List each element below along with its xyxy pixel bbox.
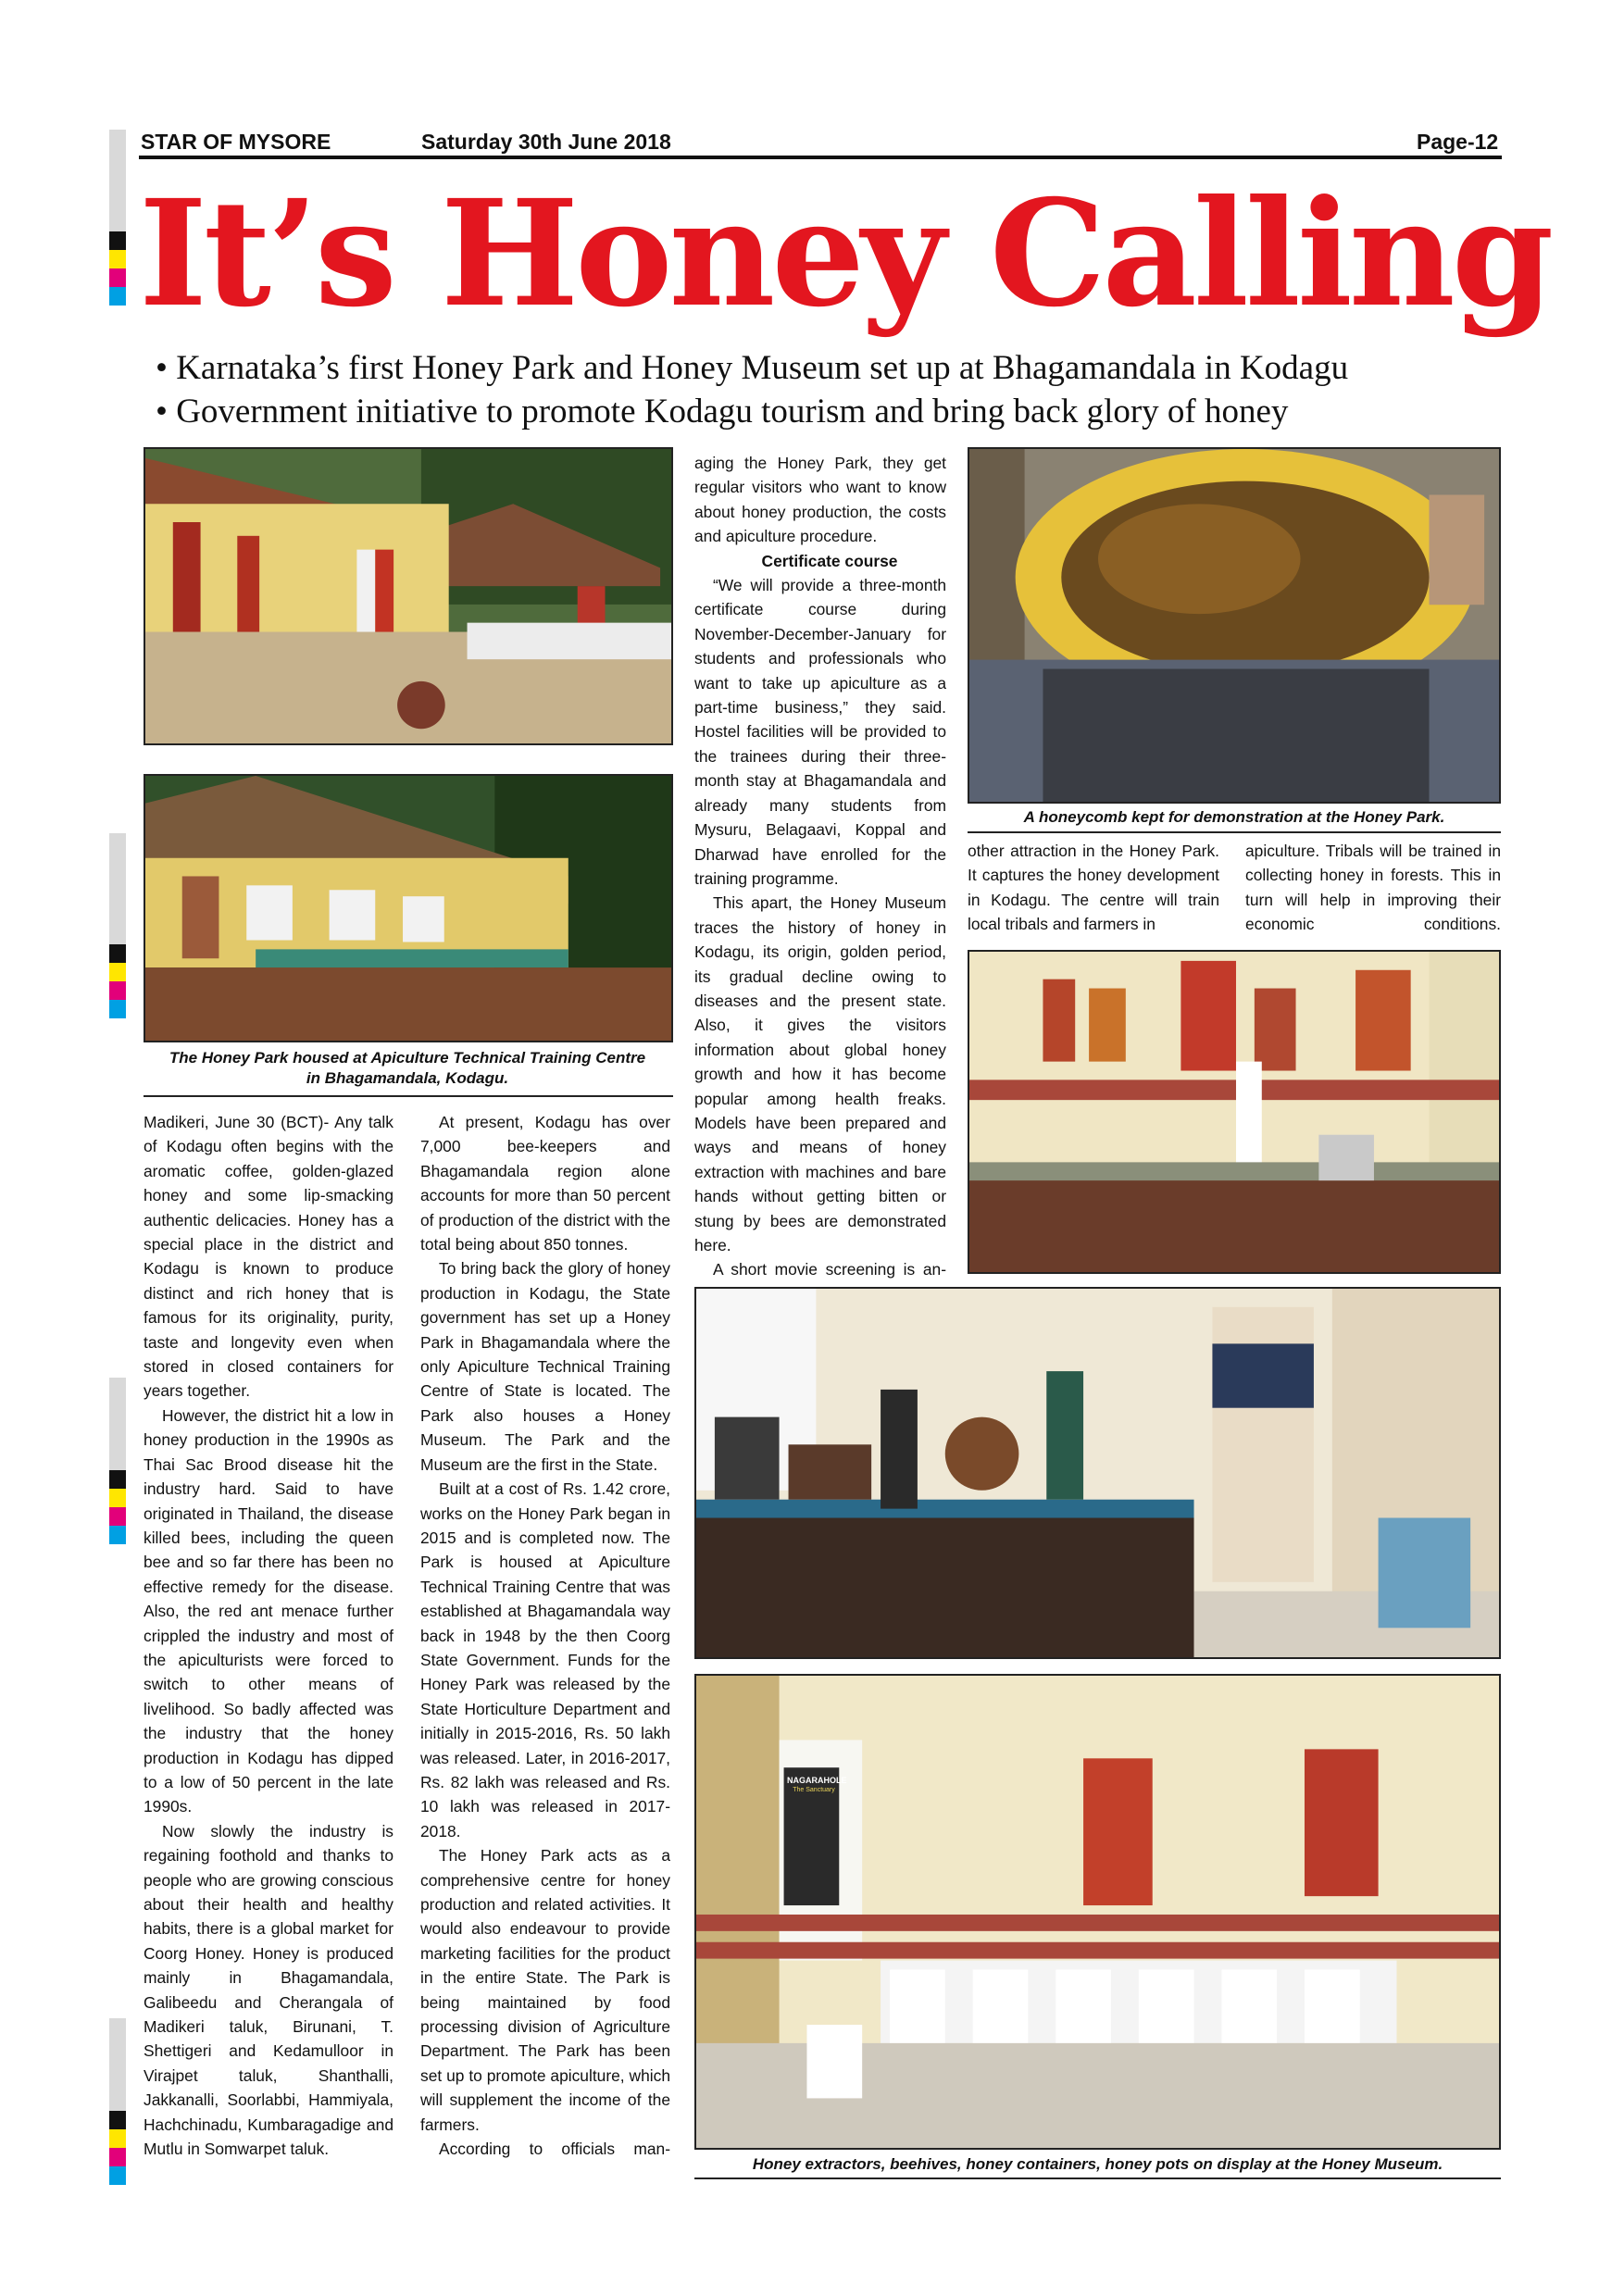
registration-strip-top — [109, 130, 126, 306]
article-column-1 — [144, 1110, 394, 2184]
headline: It’s Honey Calling — [139, 168, 1551, 340]
photo-museum-extractors — [694, 1287, 1501, 1659]
caption-rule-museum — [694, 2177, 1501, 2179]
col1-paragraph-3: Now slowly the industry is regaining foothold and thanks to people who are growing conscious about their health and healthy habits, there is a global market for Coorg Honey. Honey is produced mainly in Bhagamandala, Galibeedu and Cherangala of Madikeri taluk, Birunani, T. Shettigeri and Kedamulloor in Virajpet taluk, Shanthalli, Jakkanalli, Soorlabbi, Hammiyala, Hachchinadu, Kumbaragadige and Mutlu in Somwarpet taluk. — [144, 1821, 394, 2159]
col4-paragraph: other attraction in the Honey Park. It captures the honey development in Kodagu. The centre will train local tribals and farmers in — [968, 842, 1219, 934]
article-column-2 — [420, 1110, 670, 2184]
photo-museum-posters — [968, 950, 1501, 1274]
col2-paragraph-2: To bring back the glory of honey production in Kodagu, the State government has set up a Honey Park in Bhagamandala where the only Apiculture Technical Training Centre of State is located. The Park also houses a Honey Museum. The Park and the Museum are the first in the State. — [420, 1259, 670, 1474]
photo-museum-beehives — [694, 1674, 1501, 2150]
header-rule — [139, 156, 1502, 159]
photo-training-centre-building — [144, 774, 673, 1042]
col1-paragraph-2: However, the district hit a low in honey production in the 1990s as Thai Sac Brood disease hit the industry hard. Said to have originated in Thailand, the disease killed bees, including the queen bee and so far there has been no effective remedy for the disease. Also, the red ant menace further crippled the industry and most of the apiculturists were forced to switch to other means of livelihood. So badly affected was the industry that the honey production in Kodagu has dipped to a low of 50 percent in the late 1990s. — [144, 1405, 394, 1816]
deck-line-1: • Karnataka’s first Honey Park and Honey Museum set up at Bhagamandala in Kodagu — [156, 349, 1349, 387]
article-column-4 — [968, 839, 1219, 942]
caption-museum: Honey extractors, beehives, honey containers, honey pots on display at the Honey Museum. — [752, 2155, 1443, 2173]
issue-date: Saturday 30th June 2018 — [421, 130, 671, 154]
registration-strip-upper — [109, 833, 126, 1018]
col2-paragraph-1: At present, Kodagu has over 7,000 bee-keepers and Bhagamandala region alone accounts for more than 50 percent of production of the district with the total being about 850 tonnes. — [420, 1113, 670, 1254]
article-column-5 — [1245, 839, 1501, 942]
col1-paragraph-1: Madikeri, June 30 (BCT)- Any talk of Kodagu often begins with the aromatic coffee, golden-glazed honey and some lip-smacking authentic delicacies. Honey has a special place in the district and Kodagu is known to produce distinct and rich honey that is famous for its originality, purity, taste and longevity even when stored in closed containers for years together. — [144, 1113, 394, 1401]
poster-nagarahole-subtitle: The Sanctuary — [793, 1787, 835, 1793]
col2-paragraph-4: The Honey Park acts as a comprehensive centre for honey production and related activities. It would also endeavour to provide marketing facilities for the product in the entire State. The Park is being maintained by food processing division of Agriculture Department. The Park has been set up to promote apiculture, which will supplement the income of the farmers. — [420, 1846, 670, 2134]
col2-paragraph-3: Built at a cost of Rs. 1.42 crore, works on the Honey Park began in 2015 and is completed now. The Park is housed at Apiculture Technical Training Centre that was established at Bhagamandala way back in 1948 by the then Coorg State Government. Funds for the Honey Park was released by the State Horticulture Department and initially in 2015-2016, Rs. 50 lakh was released. Later, in 2016-2017, Rs. 82 lakh was released and Rs. 10 lakh was released in 2017-2018. — [420, 1479, 670, 1841]
caption-rule-honeycomb — [968, 831, 1501, 833]
col3-paragraph-2: This apart, the Honey Museum traces the history of honey in Kodagu, its origin, golden period, its gradual decline owing to diseases and the present state. Also, it gives the visitors information about global honey growth and how it has become popular among health freaks. Models have been prepared and ways and means of honey extraction with machines and bare hands without getting bitten or stung by bees are demonstrated here. — [694, 893, 946, 1254]
photo-honeycomb — [968, 447, 1501, 804]
col5-paragraph: apiculture. Tribals will be trained in collecting honey in forests. This in turn will help in improving their economic conditions. — [1245, 842, 1501, 934]
certificate-course-subhead: Certificate course — [761, 551, 898, 570]
caption-honey-park: The Honey Park housed at Apiculture Technical Training Centre in Bhagamandala, Kodagu. — [169, 1049, 646, 1087]
col2-paragraph-5: According to officials man- — [439, 2140, 670, 2159]
registration-strip-middle — [109, 1378, 126, 1544]
page-number: Page-12 — [1417, 130, 1499, 154]
col3-paragraph-1: “We will provide a three-month certificate course during November-December-January for students and professionals who want to take up apiculture as a part-time business,” they said. Hostel facilities will be provided to the trainees during their three-month stay at Bhagamandala and already many students from Mysuru, Belagaavi, Koppal and Dharwad have enrolled for the training programme. — [694, 576, 946, 888]
article-column-3 — [694, 451, 946, 1279]
registration-strip-bottom — [109, 2018, 126, 2185]
caption-honeycomb: A honeycomb kept for demonstration at the Honey Park. — [1023, 808, 1445, 826]
col3-paragraph-3: A short movie screening is an- — [713, 1260, 946, 1279]
photo-honey-park-verandah — [144, 447, 673, 745]
poster-nagarahole-title: NAGARAHOLE — [787, 1776, 847, 1785]
deck-line-2: • Government initiative to promote Kodagu tourism and bring back glory of honey — [156, 393, 1289, 430]
newspaper-name: STAR OF MYSORE — [141, 130, 331, 154]
col3-lead: aging the Honey Park, they get regular visitors who want to know about honey production, the costs and apiculture procedure. — [694, 454, 946, 546]
caption-rule-honey-park — [144, 1095, 673, 1097]
